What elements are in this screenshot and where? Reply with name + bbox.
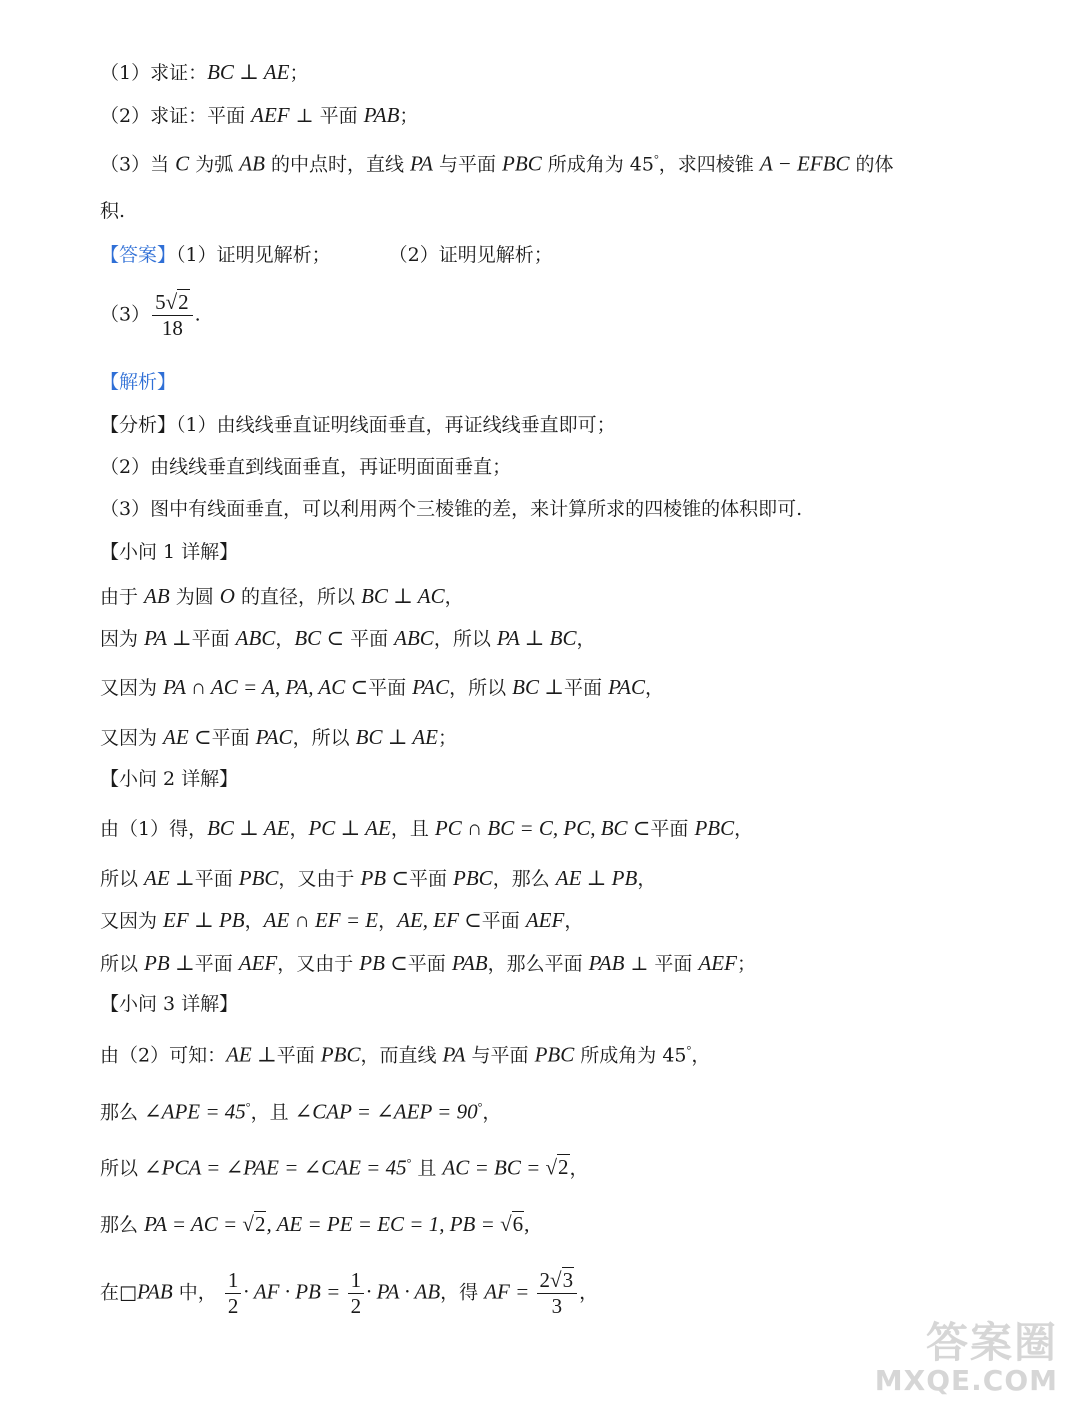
question-1: （1）求证：BC ⊥ AE；	[100, 60, 309, 84]
s3-line-2: 那么 ∠APE = 45°，且 ∠CAP = ∠AEP = 90°，	[100, 1099, 502, 1124]
section-3-title: 【小问 3 详解】	[100, 993, 239, 1015]
analysis-line-2: （2）由线线垂直到线面垂直，再证明面面垂直；	[100, 456, 512, 478]
question-3-continued: 积.	[100, 200, 126, 222]
answer-3-fraction: $\frac{5√2}{18}$	[152, 292, 193, 339]
fraction-af: $\frac{2√3}{3}$	[537, 1270, 578, 1317]
answer-tag: 【答案】	[100, 244, 177, 266]
analysis-line-1: 【分析】（1）由线线垂直证明线面垂直，再证线线垂直即可；	[100, 414, 616, 436]
s2-line-3: 又因为 EF ⊥ PB，AE ∩ EF = E，AE, EF ⊂平面 AEF，	[100, 908, 584, 932]
answer-line: 【答案】（1）证明见解析； （2）证明见解析；	[100, 244, 553, 266]
analysis-tag: 【解析】	[100, 371, 177, 393]
watermark-logo: 答案圈 MXQE.COM	[874, 1318, 1058, 1397]
section-2-title: 【小问 2 详解】	[100, 768, 239, 790]
s2-line-1: 由（1）得，BC ⊥ AE，PC ⊥ AE，且 PC ∩ BC = C, PC, BC ⊂平面 PBC，	[100, 816, 754, 840]
s2-line-4: 所以 PB ⊥平面 AEF，又由于 PB ⊂平面 PAB，那么平面 PAB ⊥ 平面 AEF；	[100, 951, 756, 975]
s3-line-4: 那么 PA = AC = √2, AE = PE = EC = 1, PB = √6,	[100, 1212, 530, 1236]
s3-line-5: 在□PAB 中， $\frac{1}{2}$ · AF · PB = $\frac{1}{2}$ · PA · AB，得 AF = $\frac{2√3}{3}$ ，	[100, 1268, 599, 1318]
section-1-title: 【小问 1 详解】	[100, 541, 239, 563]
s1-line-4: 又因为 AE ⊂平面 PAC，所以 BC ⊥ AE；	[100, 725, 457, 749]
s2-line-2: 所以 AE ⊥平面 PBC，又由于 PB ⊂平面 PBC，那么 AE ⊥ PB，	[100, 866, 657, 890]
question-3: （3）当 C 为弧 AB 的中点时，直线 PA 与平面 PBC 所成角为 45°，求四棱锥 A − EFBC 的体	[100, 151, 894, 176]
analysis-line-3: （3）图中有线面垂直，可以利用两个三棱锥的差，来计算所求的四棱锥的体积即可.	[100, 498, 803, 520]
s1-line-1: 由于 AB 为圆 O 的直径，所以 BC ⊥ AC，	[100, 584, 464, 608]
s3-line-1: 由（2）可知：AE ⊥平面 PBC，而直线 PA 与平面 PBC 所成角为 45°，	[100, 1042, 711, 1067]
answer-3: （3） $\frac{5√2}{18}$ .	[100, 290, 201, 340]
question-2: （2）求证：平面 AEF ⊥ 平面 PAB；	[100, 103, 419, 127]
s3-line-3: 所以 ∠PCA = ∠PAE = ∠CAE = 45° 且 AC = BC = √2，	[100, 1155, 589, 1180]
s1-line-2: 因为 PA ⊥平面 ABC，BC ⊂ 平面 ABC，所以 PA ⊥ BC，	[100, 626, 596, 650]
fraction-half-1: $\frac{1}{2}$	[225, 1270, 242, 1317]
s1-line-3: 又因为 PA ∩ AC = A, PA, AC ⊂平面 PAC，所以 BC ⊥平面 PAC，	[100, 675, 665, 699]
fraction-half-2: $\frac{1}{2}$	[348, 1270, 365, 1317]
